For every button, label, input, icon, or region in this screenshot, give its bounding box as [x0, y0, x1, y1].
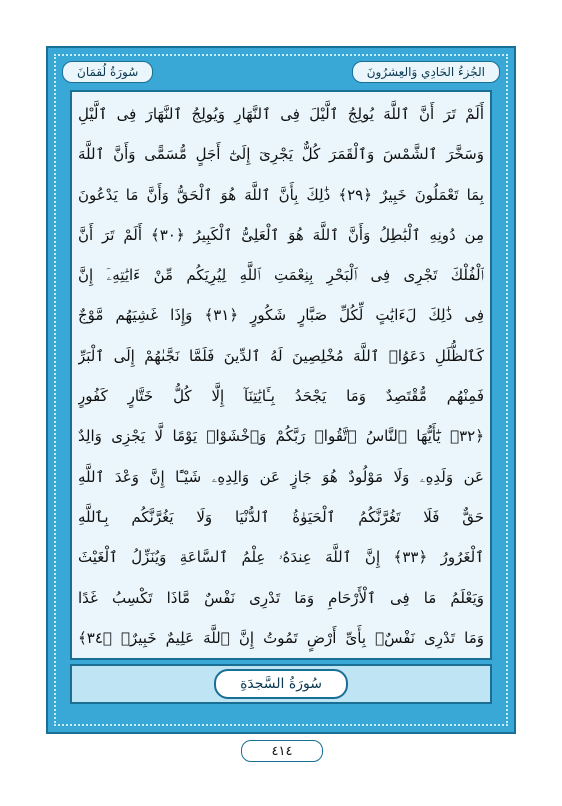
verse-line: كَٱلظُّلَلِ دَعَوُا۟ ٱللَّهَ مُخْلِصِينَ لَهُ ٱلدِّينَ فَلَمَّا نَجَّىٰهُمْ إِلَى ٱلْبَرِّ — [78, 346, 484, 365]
verse-line: حَقٌّ فَلَا تَغُرَّنَّكُمُ ٱلْحَيَوٰةُ ٱلدُّنْيَا وَلَا يَغُرَّنَّكُم بِٱللَّهِ — [78, 507, 484, 526]
verse-line: وَيَعْلَمُ مَا فِى ٱلْأَرْحَامِ وَمَا تَدْرِى نَفْسٌ مَّاذَا تَكْسِبُ غَدًا — [78, 588, 484, 607]
verse-line: فَمِنْهُم مُّقْتَصِدٌ وَمَا يَجْحَدُ بِـَٔايَٰتِنَآ إِلَّا كُلُّ خَتَّارٍ كَفُورٍ — [78, 387, 484, 406]
verse-line: فِى ذَٰلِكَ لَءَايَٰتٍ لِّكُلِّ صَبَّارٍ شَكُورٍ ﴿٣١﴾ وَإِذَا غَشِيَهُم مَّوْجٌ — [78, 306, 484, 325]
verse-lines — [78, 96, 484, 656]
surah-banner — [70, 664, 492, 704]
juz-name-header: الجُزءُ الحَادِي وَالعِشرُونَ — [352, 61, 500, 83]
verse-line: ٱلْفُلْكَ تَجْرِى فِى ٱلْبَحْرِ بِنِعْمَتِ ٱللَّهِ لِيُرِيَكُم مِّنْ ءَايَٰتِهِۦٓ إِنَّ — [78, 266, 484, 285]
verse-line: مِن دُونِهِ ٱلْبَٰطِلُ وَأَنَّ ٱللَّهَ هُوَ ٱلْعَلِىُّ ٱلْكَبِيرُ ﴿٣٠﴾ أَلَمْ تَرَ أَنَّ — [78, 225, 484, 244]
verse-line: أَلَمْ تَرَ أَنَّ ٱللَّهَ يُولِجُ ٱلَّيْلَ فِى ٱلنَّهَارِ وَيُولِجُ ٱلنَّهَارَ فِى ٱلَّيْلِ — [78, 105, 484, 123]
next-surah-title: سُورَةُ السَّجدَةِ — [214, 669, 348, 699]
page-header — [62, 60, 500, 84]
verse-line: ﴿٣٢﴾ يَٰٓأَيُّهَا ٱلنَّاسُ ٱتَّقُوا۟ رَبَّكُمْ وَٱخْشَوْا۟ يَوْمًا لَّا يَجْزِى وَالِدٌ — [78, 427, 484, 446]
verse-line: عَن وَلَدِهِۦ وَلَا مَوْلُودٌ هُوَ جَازٍ عَن وَالِدِهِۦ شَيْـًٔا إِنَّ وَعْدَ ٱللَّهِ — [78, 467, 484, 486]
verse-line: ٱلْغَرُورُ ﴿٣٣﴾ إِنَّ ٱللَّهَ عِندَهُۥ عِلْمُ ٱلسَّاعَةِ وَيُنَزِّلُ ٱلْغَيْثَ — [78, 548, 484, 567]
verse-line: وَمَا تَدْرِى نَفْسٌۢ بِأَىِّ أَرْضٍ تَمُوتُ إِنَّ ٱللَّهَ عَلِيمٌ خَبِيرٌۢ ﴿٣٤﴾ — [78, 628, 484, 647]
surah-name-header: سُورَةُ لُقمَانَ — [62, 61, 153, 83]
verse-line: وَسَخَّرَ ٱلشَّمْسَ وَٱلْقَمَرَ كُلٌّ يَجْرِىٓ إِلَىٰٓ أَجَلٍ مُّسَمًّى وَأَنَّ ٱللَّهَ — [78, 145, 484, 164]
verse-line: بِمَا تَعْمَلُونَ خَبِيرٌ ﴿٢٩﴾ ذَٰلِكَ بِأَنَّ ٱللَّهَ هُوَ ٱلْحَقُّ وَأَنَّ مَا يَدْعُونَ — [78, 185, 484, 204]
page-number: ٤١٤ — [241, 740, 323, 762]
